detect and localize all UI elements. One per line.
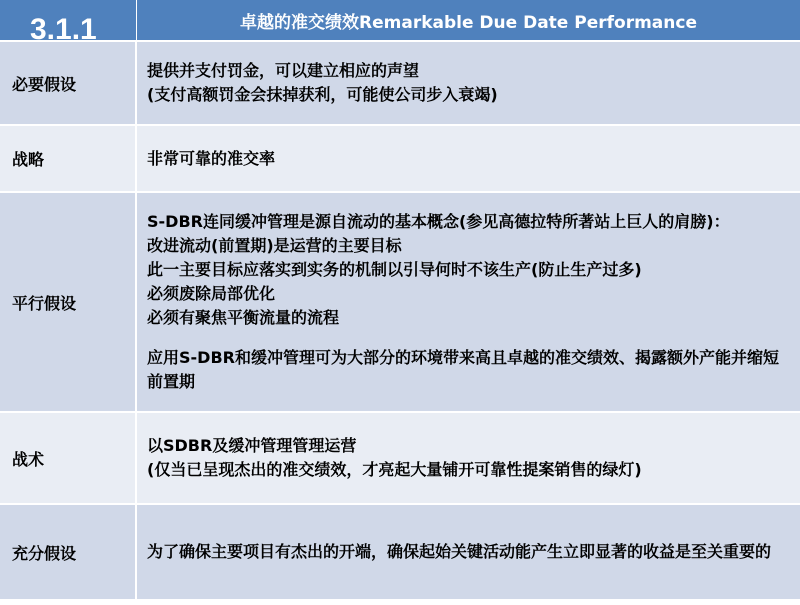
content-line: 提供并支付罚金，可以建立相应的声望 bbox=[147, 61, 420, 80]
section-number-text: 3.1.1 bbox=[30, 13, 97, 40]
row-label: 平行假设 bbox=[0, 192, 136, 412]
row-label: 充分假设 bbox=[0, 504, 136, 599]
content-line: (仅当已呈现杰出的准交绩效，才亮起大量铺开可靠性提案销售的绿灯) bbox=[147, 460, 642, 479]
content-line: 改进流动(前置期)是运营的主要目标 bbox=[147, 236, 402, 255]
table-row bbox=[0, 125, 800, 192]
row-content bbox=[136, 412, 800, 504]
table-row bbox=[0, 192, 800, 412]
content-line: 应用S-DBR和缓冲管理可为大部分的环境带来高且卓越的准交绩效、揭露额外产能并缩短前置期 bbox=[147, 348, 779, 391]
content-line: (支付高额罚金会抹掉获利，可能使公司步入衰竭) bbox=[147, 85, 498, 104]
row-content bbox=[136, 192, 800, 412]
content-line: 以SDBR及缓冲管理管理运营 bbox=[147, 436, 357, 455]
content-line: 必须废除局部优化 bbox=[147, 284, 276, 303]
table-row bbox=[0, 504, 800, 599]
row-content bbox=[136, 41, 800, 125]
table-row bbox=[0, 412, 800, 504]
paragraph-gap bbox=[147, 330, 790, 346]
content-line: 此一主要目标应落实到实务的机制以引导何时不该生产(防止生产过多) bbox=[147, 260, 642, 279]
table-title: 卓越的准交绩效Remarkable Due Date Performance bbox=[136, 0, 800, 41]
row-content bbox=[136, 125, 800, 192]
table-row bbox=[0, 41, 800, 125]
content-line: 为了确保主要项目有杰出的开端，确保起始关键活动能产生立即显著的收益是至关重要的 bbox=[147, 542, 772, 561]
row-label: 战术 bbox=[0, 412, 136, 504]
row-label: 必要假设 bbox=[0, 41, 136, 125]
section-number bbox=[0, 0, 136, 40]
row-label: 战略 bbox=[0, 125, 136, 192]
content-line: 非常可靠的准交率 bbox=[147, 148, 276, 168]
content-line: S-DBR连同缓冲管理是源自流动的基本概念(参见高德拉特所著站上巨人的肩膀)： bbox=[147, 212, 730, 231]
content-line: 必须有聚焦平衡流量的流程 bbox=[147, 308, 340, 327]
row-content bbox=[136, 504, 800, 599]
